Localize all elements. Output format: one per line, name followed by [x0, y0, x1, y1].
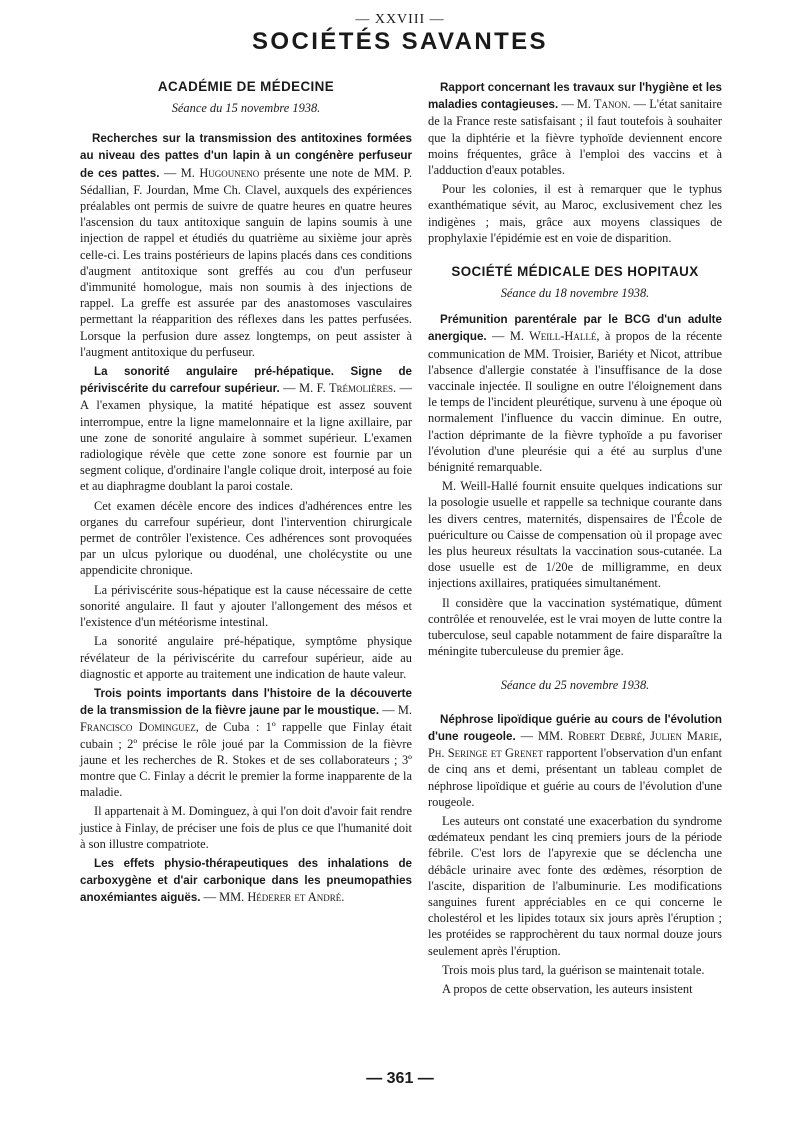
- article-body: rapportent l'observation d'un enfant de cinq ans et demi, présentant un tableau complet de néphrose lipoïdique et guérie au cours de l'évolution d'une rougeole.: [428, 746, 722, 809]
- right-column: [428, 79, 722, 1000]
- paragraph: La sonorité angulaire pré-hépatique, symptôme physique révélateur de la périviscérite du carrefour supérieur, aide au diagnostic et apporte au traitement une indication de haute valeur.: [80, 634, 412, 681]
- paragraph: Il appartenait à M. Dominguez, à qui l'on doit d'avoir fait rendre justice à Finlay, de préciser une fois de plus ce que l'humanité doit à son illustre compatriote.: [80, 804, 412, 851]
- article-body: de Cuba : 1º rappelle que Finlay était cubain ; 2º précise le rôle joué par la Commission de la fièvre jaune et les recherches de R. Stokes et de ses collaborateurs ; 3º montre que C. Finlay a décrit le premier la forme inapparente de la maladie.: [80, 720, 412, 800]
- article-author: MM. Héderer et André.: [219, 890, 345, 905]
- article-antitoxines: Recherches sur la transmission des antitoxines formées au niveau des pattes d'un lapin à un congénère perfuseur de ces pattes. — M. Hugouneno présente une note de MM. P. Sédallian, F. Jourdan, Mme Ch. Clavel, auxquels des expériences préalables ont permis de suivre de quatre heures en quatre heures l'ascension du taux antitoxique sanguin de lapins soumis à une injection de rappel et étudiés du quatrième au sixième jour après celle-ci. Les trains postérieurs de lapins placés dans ces conditions d'augment antitoxique sont greffés au cou d'un perfuseur d'immunité homologue, mais non soumis à des injections de rappel. La greffe est assurée par des anastomoses vasculaires permettant la réapparition des réflexes dans les pattes perfusées. Lorsque la perfusion dure assez longtemps, on peut assister à l'augment antitoxique du perfuseur.: [80, 132, 413, 359]
- section-title-academie: ACADÉMIE DE MÉDECINE: [157, 79, 335, 94]
- article-inhalations: Les effets physio-thérapeutiques des inhalations de carboxygène et d'air carbonique dans les pneumopathies anoxémiantes aiguës. — MM. Héderer et André.: [80, 856, 412, 905]
- paragraph: La périviscérite sous-hépatique est la cause nécessaire de cette sonorité angulaire. Il faut y ajouter l'allongement des mésos et l'existence d'un météorisme intestinal.: [80, 582, 412, 630]
- article-heading: Rapport concernant les travaux sur l'hygiène et les maladies contagieuses.: [428, 81, 722, 112]
- left-column: [80, 78, 412, 910]
- section-title-hopitaux: SOCIÉTÉ MÉDICALE DES HOPITAUX: [451, 264, 699, 280]
- article-heading: Néphrose lipoïdique guérie au cours de l'évolution d'une rougeole.: [428, 712, 722, 743]
- paragraph: A propos de cette observation, les auteurs insistent: [442, 981, 693, 996]
- paragraph: M. Weill-Hallé fournit ensuite quelques indications sur la posologie usuelle et rappelle sa technique courante dans les divers centres, maternités, dispensaires de l'École de puériculture ou Caisse de compensation où il propage avec les plus heureux résultats la vaccination sous-cutanée. La dose usuelle est de 1/20e de milligramme, en deux injections axillaires, pratiquées simultanément.: [428, 479, 722, 591]
- article-body: à propos de la récente communication de MM. Troisier, Bariéty et Nicot, attribue l'absence d'allergie constatée à l'insuffisance de la dose vaccinale injectée. Il souligne en outre l'éloignement dans le temps de l'incident pleurétique, survenu à une époque où normalement l'influence du vaccin diminue. En outre, l'action déprimante de la fièvre typhoïde a pu favoriser l'évolution d'une pleurésie qui a été au surplus d'une bénignité remarquable.: [428, 329, 722, 475]
- roman-page-number: — XXVIII —: [355, 12, 445, 27]
- article-author: MM. Robert Debré, Julien Marie, Ph. Seringe et Grenet: [428, 728, 722, 761]
- paragraph: Il considère que la vaccination systématique, dûment contrôlée et renouvelée, est le vrai moyen de lutte contre la tuberculose, seul capable notamment de faire disparaître la méningite tuberculeuse du premier âge.: [428, 595, 722, 659]
- seance-date: Séance du 15 novembre 1938.: [171, 101, 321, 115]
- article-nephrose: Néphrose lipoïdique guérie au cours de l'évolution d'une rougeole. — MM. Robert Debré, Julien Marie, Ph. Seringe et Grenet rapportent l'observation d'un enfant de cinq ans et demi, présentant un tableau complet de néphrose lipoïdique et guérie au cours de l'évolution d'une rougeole.: [428, 712, 722, 809]
- article-author: M. Francisco Dominguez,: [80, 703, 412, 735]
- seance-date: Séance du 18 novembre 1938.: [500, 286, 650, 301]
- article-author: M. Tanon.: [576, 97, 631, 112]
- paragraph: Trois mois plus tard, la guérison se maintenait totale.: [442, 962, 705, 977]
- article-body: A l'examen physique, la matité hépatique est assez souvent interrompue, entre la ligne mamelonnaire et la ligne axillaire, par une zone de sonorité angulaire à sommet supérieur. L'examen radiologique révèle que cette zone sonore est fournie par un segment colique, d'ordinaire l'angle colique droit, interposé au foie et au diaphragme doublant la paroi costale.: [80, 398, 412, 494]
- paragraph: Les auteurs ont constaté une exacerbation du syndrome œdémateux pendant les cinq premiers jours de la période fébrile. C'est lors de l'apyrexie que se déclencha une débâcle urinaire avec fonte des œdèmes, résorption de l'ascite, disparition de l'albuminurie. Les modifications sanguines furent appréciables en ce qui concerne le cholestérol et les lipides totaux six jours après l'éruption ; les protéides se rapprochèrent du taux normal douze jours seulement après l'éruption.: [428, 813, 722, 958]
- article-fievre-jaune: Trois points importants dans l'histoire de la découverte de la transmission de la fièvre jaune par le moustique. — M. Francisco Dominguez, de Cuba : 1º rappelle que Finlay était cubain ; 2º précise le rôle joué par la Commission de la fièvre jaune et les recherches de R. Stokes et de ses collaborateurs ; 3º montre que C. Finlay a décrit le premier la forme inapparente de la maladie.: [80, 686, 412, 800]
- paragraph: Cet examen décèle encore des indices d'adhérences entre les organes du carrefour supérieur, dont l'intervention chirurgicale permet de contrôler l'existence. Ces adhérences sont provoquées par un ulcus pylorique ou duodénal, une cholécystite ou une appendicite chronique.: [80, 498, 412, 578]
- article-heading: Recherches sur la transmission des antitoxines formées au niveau des pattes d'un lapin à un congénère perfuseur de ces pattes.: [80, 132, 412, 180]
- article-heading: Les effets physio-thérapeutiques des inhalations de carboxygène et d'air carbonique dans les pneumopathies anoxémiantes aiguës.: [80, 856, 412, 905]
- article-body: L'état sanitaire de la France reste satisfaisant ; il faut toutefois à souhaiter que la diphtérie et la fièvre typhoïde deviennent encore moins fréquentes, grâce à l'emploi des vaccins et à l'adduction d'eaux potables.: [428, 97, 722, 178]
- article-body: présente une note de MM. P. Sédallian, F. Jourdan, Mme Ch. Clavel, auxquels des expériences préalables ont permis de suivre de quatre heures en quatre heures l'ascension du taux antitoxique sanguin de lapins soumis à une injection de rappel et étudiés du quatrième au sixième jour après celle-ci. Les trains postérieurs de lapins placés dans ces conditions d'augment antitoxique sont greffés au cou d'un perfuseur d'immunité homologue, mais non soumis à des injections de rappel. La greffe est assurée par des anastomoses vasculaires permettant la réapparition des réflexes dans les pattes perfusées. Lorsque la perfusion dure assez longtemps, on peut assister à l'augment antitoxique du perfuseur.: [80, 165, 413, 359]
- article-heading: La sonorité angulaire pré-hépatique. Signe de périviscérite du carrefour supérieur.: [80, 365, 412, 396]
- article-hygiene: Rapport concernant les travaux sur l'hygiène et les maladies contagieuses. — M. Tanon. — L'état sanitaire de la France reste satisfaisant ; il faut toutefois à souhaiter que la diphtérie et la fièvre typhoïde deviennent encore moins fréquentes, grâce à l'emploi des vaccins et à l'adduction d'eaux potables.: [428, 81, 722, 178]
- article-author: M. F. Trémolières.: [299, 381, 397, 396]
- article-heading: Trois points importants dans l'histoire de la découverte de la transmission de la fièvre jaune par le moustique.: [80, 686, 412, 718]
- page-title: SOCIÉTÉS SAVANTES: [252, 28, 548, 55]
- paragraph: Pour les colonies, il est à remarquer que le typhus exanthématique sévit, au Maroc, exclusivement chez les indigènes ; mais, grâce aux moyens classiques de prophylaxie l'épidémie est en voie de disparition.: [428, 182, 722, 245]
- seance-date: Séance du 25 novembre 1938.: [500, 677, 650, 692]
- article-bcg: Prémunition parentérale par le BCG d'un adulte anergique. — M. Weill-Hallé, à propos de la récente communication de MM. Troisier, Bariéty et Nicot, attribue l'absence d'allergie constatée à l'insuffisance de la dose vaccinale injectée. Il souligne en outre l'éloignement dans le temps de l'incident pleurétique, survenu à une époque où normalement l'influence du vaccin diminue. En outre, l'action déprimante de la fièvre typhoïde a pu favoriser l'évolution d'une pleurésie qui a été au surplus d'une bénignité remarquable.: [428, 313, 722, 475]
- article-author: Hugouneno: [199, 165, 260, 180]
- article-heading: Prémunition parentérale par le BCG d'un adulte anergique.: [428, 313, 722, 344]
- article-sonorite: La sonorité angulaire pré-hépatique. Signe de périviscérite du carrefour supérieur. — M. F. Trémolières. — A l'examen physique, la matité hépatique est assez souvent interrompue, entre la ligne mamelonnaire et la ligne axillaire, par une zone de sonorité angulaire à sommet supérieur. L'examen radiologique révèle que cette zone sonore est fournie par un segment colique, d'ordinaire l'angle colique droit, interposé au foie et au diaphragme doublant la paroi costale.: [80, 365, 412, 494]
- page-number: — 361 —: [366, 1070, 434, 1087]
- article-author: M. Weill-Hallé,: [509, 329, 600, 344]
